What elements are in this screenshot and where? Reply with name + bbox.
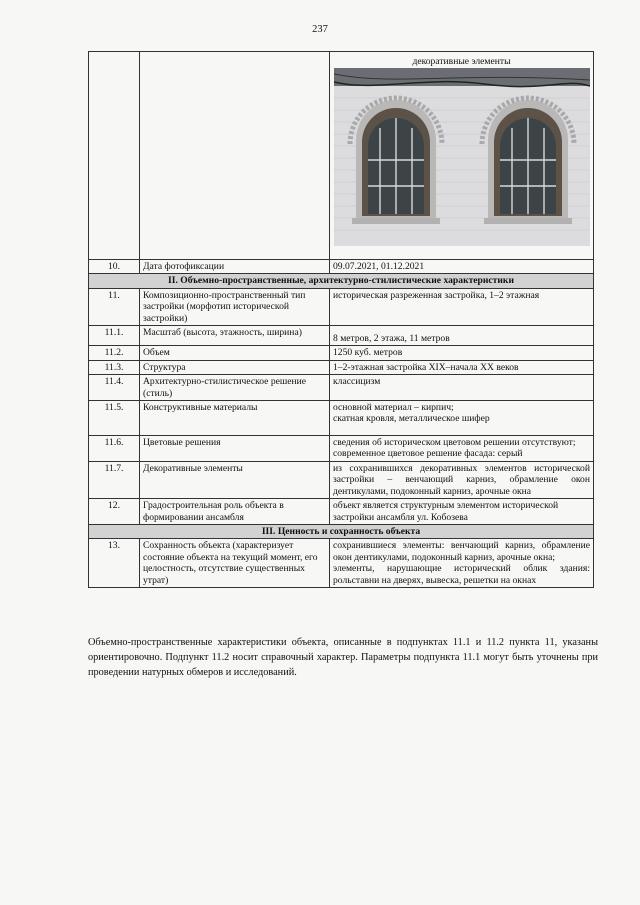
row-number: 11.5. (89, 401, 140, 436)
section-heading: II. Объемно-пространственные, архитектурно-стилистические характеристики (89, 274, 594, 288)
row-label: Архитектурно-стилистическое решение (стиль) (140, 375, 330, 401)
row-number: 11.6. (89, 436, 140, 462)
table-row-11-6 (89, 436, 594, 462)
row-number: 13. (89, 539, 140, 588)
row-number: 11.4. (89, 375, 140, 401)
table-row-11 (89, 288, 594, 325)
row-value (330, 326, 594, 346)
row-label: Объем (140, 346, 330, 360)
row-label: Дата фотофиксации (140, 260, 330, 274)
row-value-line: элементы, нарушающие исторический облик здания: рольставни на дверях, вывеска, решетки на окнах (333, 563, 590, 586)
facade-photo (334, 68, 590, 246)
characteristics-table (88, 51, 594, 588)
row-number: 11.2. (89, 346, 140, 360)
row-value (330, 436, 594, 462)
table-row-11-2 (89, 346, 594, 360)
row-value: историческая разреженная застройка, 1–2 этажная (330, 288, 594, 325)
section-row-2 (89, 274, 594, 288)
row-value: 09.07.2021, 01.12.2021 (330, 260, 594, 274)
row-value-line: сохранившиеся элементы: венчающий карниз, обрамление окон дентикулами, подоконный карниз, арочные окна; (333, 540, 590, 563)
row-value-line: современное цветовое решение фасада: серый (333, 448, 523, 460)
row-label: Структура (140, 360, 330, 374)
page-number: 237 (312, 24, 328, 35)
table-row-11-5 (89, 401, 594, 436)
row-label: Конструктивные материалы (140, 401, 330, 436)
row-label: Композиционно-пространственный тип застройки (морфотип исторической застройки) (140, 288, 330, 325)
row-number: 11. (89, 288, 140, 325)
footnote-paragraph: Объемно-пространственные характеристики объекта, описанные в подпунктах 11.1 и 11.2 пункта 11, указаны ориентировочно. Подпункт 11.2 носит справочный характер. Параметры подпункта 11.1 могут быть уточнены при проведении натурных обмеров и исследований. (88, 637, 598, 678)
row-label: Градостроительная роль объекта в формировании ансамбля (140, 499, 330, 525)
row-value-line: основной материал – кирпич; (333, 402, 454, 414)
row-value: 1–2-этажная застройка XIX–начала XX веков (330, 360, 594, 374)
table-row-11-7 (89, 461, 594, 498)
row-number: 11.1. (89, 326, 140, 346)
row-value-line: сведения об историческом цветовом решении отсутствуют; (333, 437, 576, 449)
row-number: 10. (89, 260, 140, 274)
row-value (330, 539, 594, 588)
photo-cell (330, 52, 594, 260)
table-row-11-4 (89, 375, 594, 401)
table-row-13 (89, 539, 594, 588)
row-number: 11.3. (89, 360, 140, 374)
row-number: 11.7. (89, 461, 140, 498)
row-value-line: скатная кровля, металлическое шифер (333, 413, 490, 425)
row-number: 12. (89, 499, 140, 525)
row-value (330, 401, 594, 436)
section-heading: III. Ценность и сохранность объекта (89, 524, 594, 538)
table-row-11-1 (89, 326, 594, 346)
table-row-photo (89, 52, 594, 260)
row-label: Сохранность объекта (характеризует состояние объекта на текущий момент, его целостность, отсутствие существенных утрат) (140, 539, 330, 588)
row-label: Декоративные элементы (140, 461, 330, 498)
photo-caption: декоративные элементы (412, 56, 511, 67)
row-value: классицизм (330, 375, 594, 401)
table-row-12 (89, 499, 594, 525)
row-value-text: 8 метров, 2 этажа, 11 метров (333, 333, 450, 345)
row-value: 1250 куб. метров (330, 346, 594, 360)
row-label: Цветовые решения (140, 436, 330, 462)
row-value: из сохранившихся декоративных элементов исторической застройки – венчающий карниз, обрамление окон дентикулами, подоконный карниз, арочные окна (330, 461, 594, 498)
row-value: объект является структурным элементом исторической застройки ансамбля ул. Кобозева (330, 499, 594, 525)
section-row-3 (89, 524, 594, 538)
row-label: Масштаб (высота, этажность, ширина) (140, 326, 330, 346)
table-row-10 (89, 260, 594, 274)
table-row-11-3 (89, 360, 594, 374)
